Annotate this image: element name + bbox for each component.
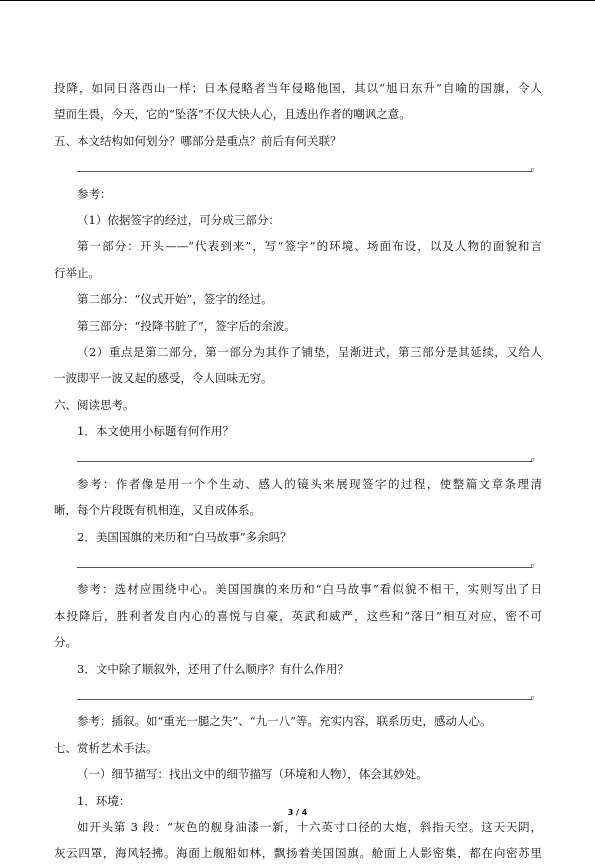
section-heading: 六、阅读思考。 xyxy=(54,397,135,412)
question-line: 2．美国国旗的来历和“白马故事”多余吗？ xyxy=(77,529,292,544)
answer-blank xyxy=(54,154,542,180)
paragraph-line: 参考：作者像是用一个个生动、感人的镜头来展现签字的过程，使整篇文章条理清 xyxy=(77,476,542,491)
paragraph-line: 1．环境： xyxy=(77,793,131,808)
question-line: 3．文中除了顺叙外，还用了什么顺序？有什么作用？ xyxy=(77,661,349,676)
answer-blank-period: 。 xyxy=(530,686,542,701)
answer-blank xyxy=(54,550,542,576)
paragraph-line: 分。 xyxy=(54,635,77,650)
answer-blank-period: 。 xyxy=(530,449,542,464)
paragraph-line: 参考：选材应围绕中心。美国国旗的来历和“白马故事”看似貌不相干，实则写出了日 xyxy=(77,582,542,597)
question-line: 1．本文使用小标题有何作用？ xyxy=(77,424,234,439)
paragraph-line: 第三部分：“投降书脏了”，签字后的余波。 xyxy=(77,318,296,333)
paragraph-line: 本投降后，胜利者发自内心的喜悦与自豪，英武和威严，这些和“落日”相互对应，密不可 xyxy=(54,608,542,623)
paragraph-line: （2）重点是第二部分，第一部分为其作了铺垫，呈渐进式，第三部分是其延续，又给人 xyxy=(77,344,542,359)
answer-blank-period: 。 xyxy=(530,159,542,174)
answer-blank-period: 。 xyxy=(530,555,542,570)
section-heading: 五、本文结构如何划分？哪部分是重点？前后有何关联？ xyxy=(54,133,342,148)
paragraph-line: 第一部分：开头——“代表到来”，写“签字”的环境、场面布设，以及人物的面貌和言 xyxy=(77,239,542,254)
answer-underline xyxy=(77,567,532,568)
paragraph-line: （一）细节描写：找出文中的细节描写（环境和人物），体会其妙处。 xyxy=(77,767,428,782)
section-heading: 七、赏析艺术手法。 xyxy=(54,740,158,755)
answer-underline xyxy=(77,461,532,462)
paragraph-line: 一波即平一波又起的感受，令人回味无穷。 xyxy=(54,371,273,386)
paragraph-line: 投降，如同日落西山一样；日本侵略者当年侵略他国，其以“旭日东升”自喻的国旗，令人 xyxy=(54,81,542,95)
answer-underline xyxy=(77,699,532,700)
page-number: 3 / 4 xyxy=(287,808,308,817)
paragraph-line: 晰，每个片段既有机相连，又自成体系。 xyxy=(54,503,261,518)
paragraph-line: 如开头第 3 段：“灰色的舰身油漆一新，十六英寸口径的大炮，斜指天空。这天天阴， xyxy=(77,819,542,834)
paragraph-line: 行举止。 xyxy=(54,265,100,280)
answer-blank xyxy=(54,682,542,708)
document-body xyxy=(54,75,542,867)
reference-label: 参考： xyxy=(77,186,112,201)
answer-underline xyxy=(77,171,532,172)
paragraph-line: 望而生畏，今天，它的“坠落”不仅大快人心，且透出作者的嘲讽之意。 xyxy=(54,107,411,122)
answer-blank xyxy=(54,444,542,470)
paragraph-line: （1）依据签字的经过，可分成三部分： xyxy=(77,212,280,227)
paragraph-line: 参考：插叙。如“重光一腿之失”、“九一八”等。充实内容，联系历史，感动人心。 xyxy=(77,714,492,729)
paragraph-line: 第二部分：“仪式开始”，签字的经过。 xyxy=(77,292,273,307)
paragraph-line: 灰云四罩，海风轻拂。海面上舰船如林，飘扬着美国国旗。舱面上人影密集，都在向密苏里 xyxy=(54,846,542,861)
top-border-rule xyxy=(0,0,595,1)
